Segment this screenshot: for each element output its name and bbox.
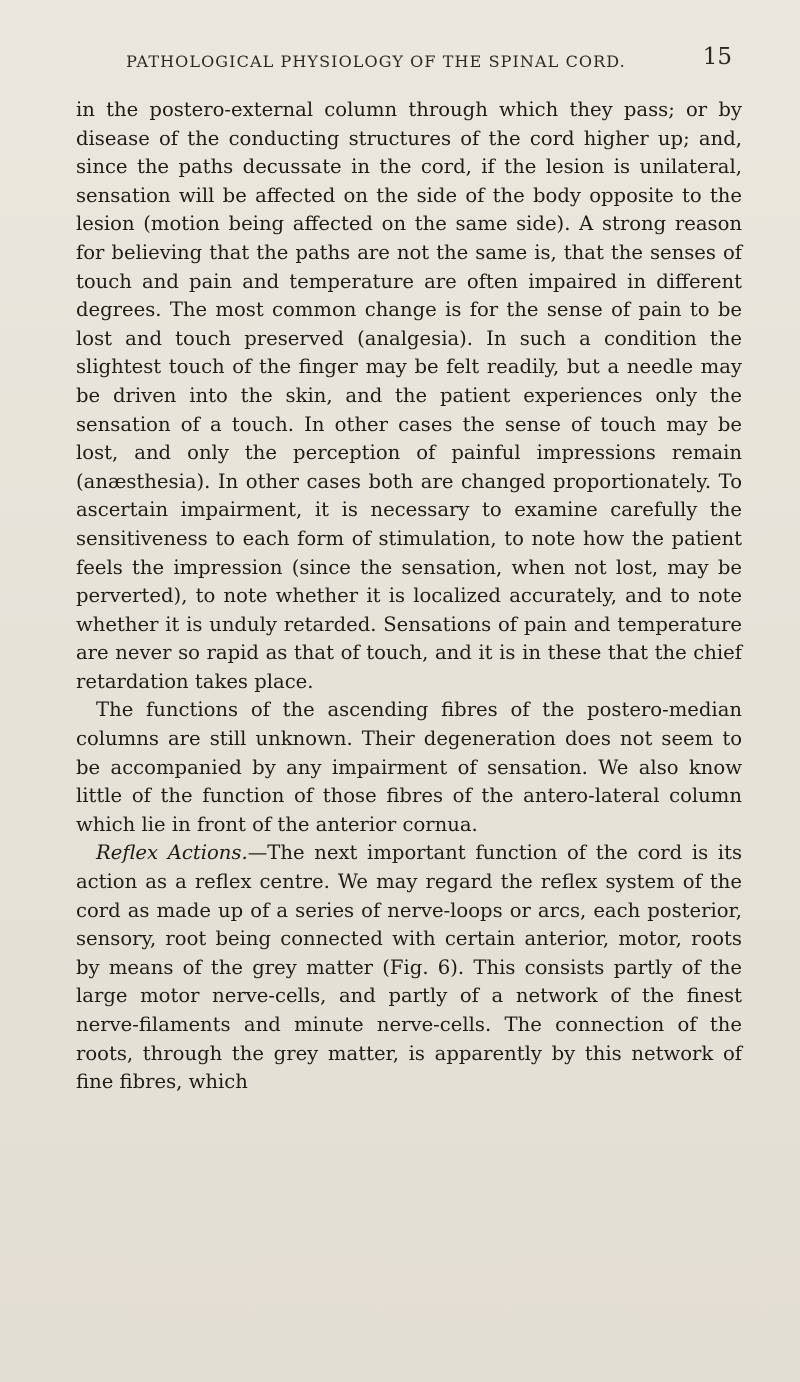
paragraph-reflex-actions xyxy=(76,839,742,1096)
paragraph-postero-median-columns: The functions of the ascending fibres of the postero-median columns are still unknown. Their degeneration does not seem to be accompanied by any impairment of sensation. We also know little of the function of those fibres of the antero-lateral column which lie in front of the anterior cornua. xyxy=(76,698,742,836)
running-title: PATHOLOGICAL PHYSIOLOGY OF THE SPINAL CORD. xyxy=(126,52,626,71)
section-heading-reflex-actions: Reflex Actions. xyxy=(96,841,248,865)
running-head xyxy=(96,46,732,80)
reflex-actions-text: —The next important function of the cord is its action as a reflex centre. We may regard the reflex system of the cord as made up of a series of nerve-loops or arcs, each posterior, sensory, root being connected with certain anterior, motor, roots by means of the grey matter (Fig. 6). This consists partly of the large motor nerve-cells, and partly of a network of the finest nerve-filaments and minute nerve-cells. The connection of the roots, through the grey matter, is apparently by this network of fine fibres, which xyxy=(76,841,742,1094)
page-number: 15 xyxy=(702,44,732,70)
paragraph-sensation-paths: in the postero-external column through which they pass; or by disease of the conducting structures of the cord higher up; and, since the paths decussate in the cord, if the lesion is unilateral, sensation will be affected on the side of the body opposite to the lesion (motion being affected on the same side). A strong reason for believing that the paths are not the same is, that the senses of touch and pain and temperature are often impaired in different degrees. The most common change is for the sense of pain to be lost and touch preserved (analgesia). In such a condition the slightest touch of the finger may be felt readily, but a needle may be driven into the skin, and the patient experiences only the sensation of a touch. In other cases the sense of touch may be lost, and only the perception of painful impressions remain (anæsthesia). In other cases both are changed proportionately. To ascertain impairment, it is necessary to examine carefully the sensitiveness to each form of stimulation, to note how the patient feels the impression (since the sensation, when not lost, may be perverted), to note whether it is localized accurately, and to note whether it is unduly retarded. Sensations of pain and temperature are never so rapid as that of touch, and it is in these that the chief retardation takes place. xyxy=(76,98,742,693)
body-text xyxy=(76,96,742,1097)
